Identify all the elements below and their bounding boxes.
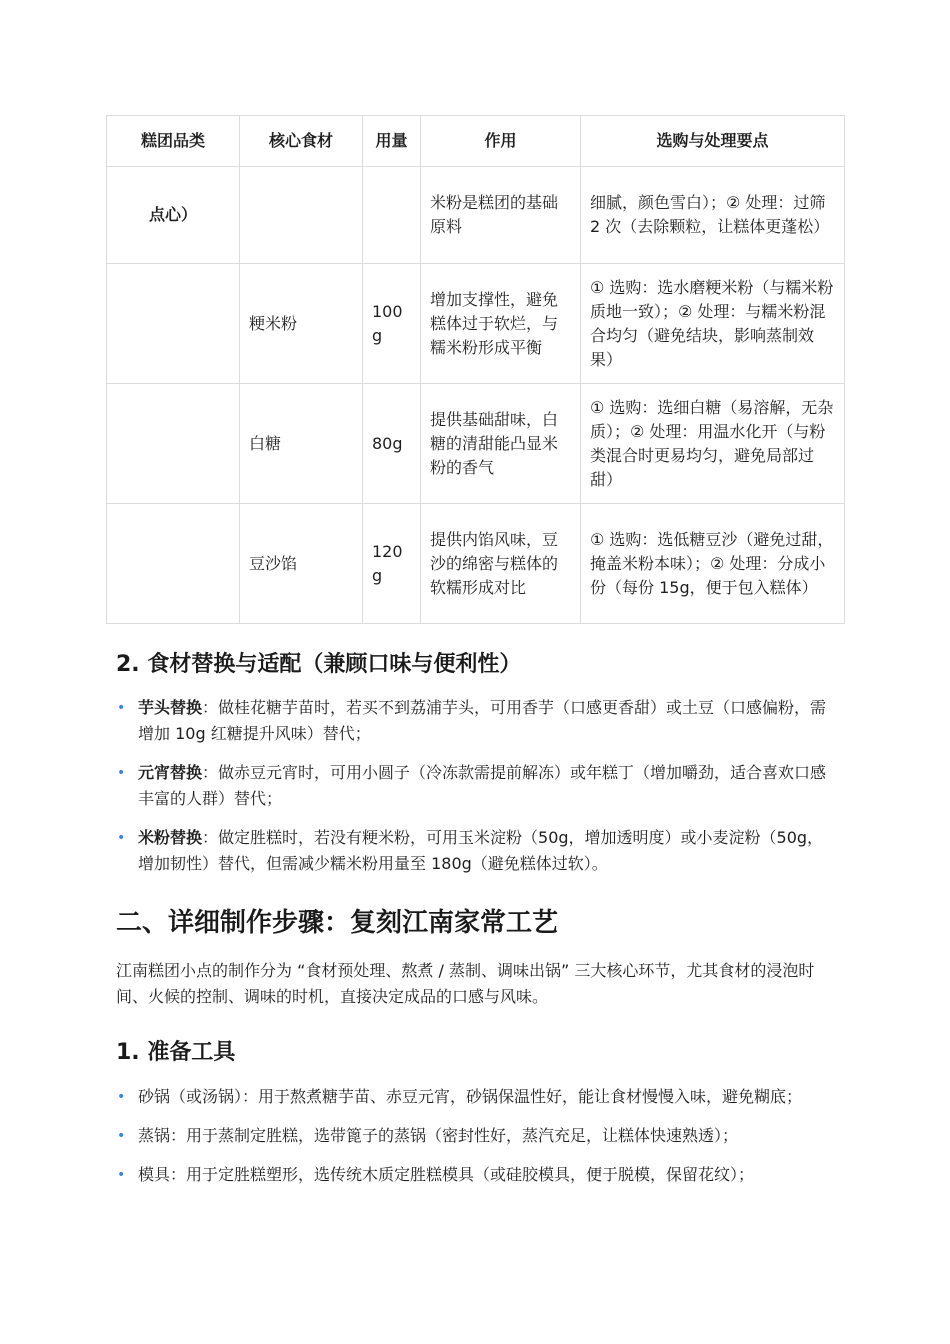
tools-heading: 1. 准备工具 (116, 1040, 236, 1065)
cell-role: 提供内馅风味，豆沙的绵密与糕体的软糯形成对比 (421, 504, 581, 624)
ingredients-table (106, 115, 845, 624)
item-keyword: 芋头替换 (138, 698, 203, 717)
tools-list (116, 1084, 828, 1201)
item-text: 模具：用于定胜糕塑形，选传统木质定胜糕模具（或硅胶模具，便于脱模，保留花纹）； (138, 1165, 755, 1184)
bullet-icon: • (117, 1167, 126, 1183)
substitution-list (116, 695, 828, 890)
cell-ingredient: 豆沙馅 (240, 504, 363, 624)
table-row (107, 264, 845, 384)
list-item (116, 825, 828, 877)
bullet-icon: • (117, 765, 126, 781)
bullet-icon: • (117, 1089, 126, 1105)
cell-role: 米粉是糕团的基础原料 (421, 167, 581, 264)
cell-role: 提供基础甜味，白糖的清甜能凸显米粉的香气 (421, 384, 581, 504)
cell-ingredient: 白糖 (240, 384, 363, 504)
item-text: 蒸锅：用于蒸制定胜糕，选带篦子的蒸锅（密封性好，蒸汽充足，让糕体快速熟透）； (138, 1126, 739, 1145)
header-category: 糕团品类 (107, 116, 240, 167)
cell-role: 增加支撑性，避免糕体过于软烂，与糯米粉形成平衡 (421, 264, 581, 384)
cell-tips: ① 选购：选低糖豆沙（避免过甜，掩盖米粉本味）；② 处理：分成小份（每份 15g，便于包入糕体） (581, 504, 845, 624)
cell-ingredient (240, 167, 363, 264)
bullet-icon: • (117, 1128, 126, 1144)
header-role: 作用 (421, 116, 581, 167)
list-item (116, 1084, 828, 1110)
table-header-row (107, 116, 845, 167)
cell-amount: 100g (363, 264, 421, 384)
list-item (116, 1123, 828, 1149)
item-text: ：做赤豆元宵时，可用小圆子（冷冻款需提前解冻）或年糕丁（增加嚼劲，适合喜欢口感丰富的人群）替代； (138, 763, 827, 808)
cell-category (107, 504, 240, 624)
header-amount: 用量 (363, 116, 421, 167)
item-text: ：做定胜糕时，若没有粳米粉，可用玉米淀粉（50g，增加透明度）或小麦淀粉（50g，增加韧性）替代，但需减少糯米粉用量至 180g（避免糕体过软）。 (138, 828, 824, 873)
list-item (116, 695, 828, 747)
cell-category (107, 384, 240, 504)
table-row (107, 384, 845, 504)
header-ingredient: 核心食材 (240, 116, 363, 167)
item-keyword: 元宵替换 (138, 763, 203, 782)
cell-amount: 120g (363, 504, 421, 624)
item-text: ：做桂花糖芋苗时，若买不到荔浦芋头，可用香芋（口感更香甜）或土豆（口感偏粉，需增加 10g 红糖提升风味）替代； (138, 698, 827, 743)
list-item (116, 1162, 828, 1188)
cell-tips: ① 选购：选细白糖（易溶解，无杂质）；② 处理：用温水化开（与粉类混合时更易均匀，避免局部过甜） (581, 384, 845, 504)
cell-category: 点心） (107, 167, 240, 264)
item-text: 砂锅（或汤锅）：用于熬煮糖芋苗、赤豆元宵，砂锅保温性好，能让食材慢慢入味，避免糊底； (138, 1087, 803, 1106)
cell-amount (363, 167, 421, 264)
substitution-heading: 2. 食材替换与适配（兼顾口味与便利性） (116, 652, 522, 677)
header-tips: 选购与处理要点 (581, 116, 845, 167)
table-row (107, 504, 845, 624)
cell-tips: ① 选购：选水磨粳米粉（与糯米粉质地一致）；② 处理：与糯米粉混合均匀（避免结块，影响蒸制效果） (581, 264, 845, 384)
cell-ingredient: 粳米粉 (240, 264, 363, 384)
bullet-icon: • (117, 830, 126, 846)
bullet-icon: • (117, 700, 126, 716)
steps-intro: 江南糕团小点的制作分为 “食材预处理、熬煮 / 蒸制、调味出锅” 三大核心环节，尤其食材的浸泡时间、火候的控制、调味的时机，直接决定成品的口感与风味。 (116, 961, 815, 1006)
table-row (107, 167, 845, 264)
cell-category (107, 264, 240, 384)
list-item (116, 760, 828, 812)
cell-amount: 80g (363, 384, 421, 504)
steps-heading: 二、详细制作步骤：复刻江南家常工艺 (116, 908, 559, 938)
cell-tips: 细腻，颜色雪白）；② 处理：过筛 2 次（去除颗粒，让糕体更蓬松） (581, 167, 845, 264)
item-keyword: 米粉替换 (138, 828, 203, 847)
